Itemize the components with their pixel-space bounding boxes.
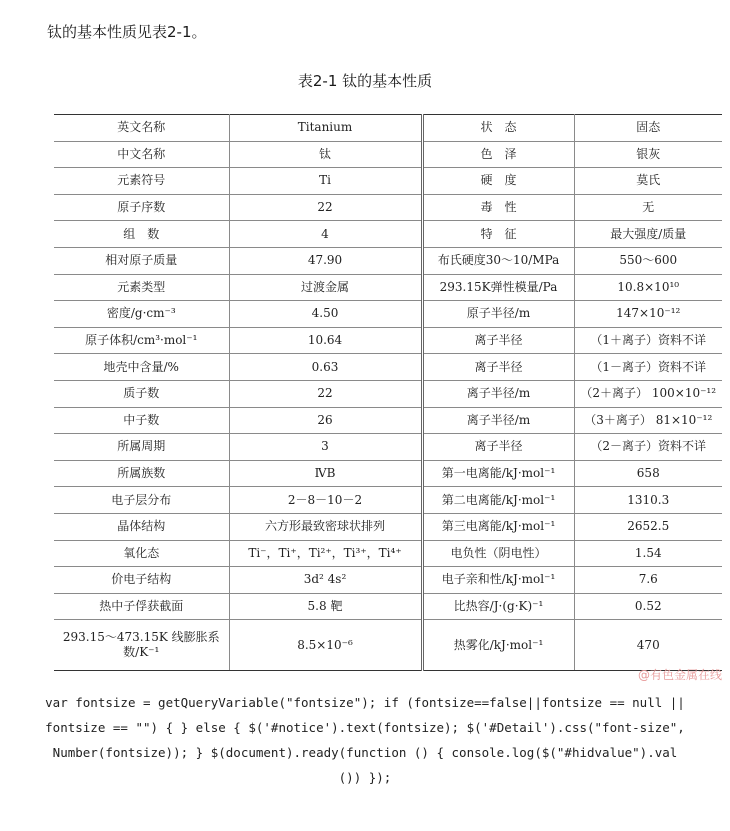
table-row <box>54 407 722 434</box>
table-cell: （1－离子）资料不详 <box>574 354 722 381</box>
table-cell: 离子半径 <box>422 327 574 354</box>
table-cell: 离子半径 <box>422 354 574 381</box>
table-cell: 密度/g·cm⁻³ <box>54 301 229 328</box>
table-cell: 470 <box>574 620 722 671</box>
table-cell: 氧化态 <box>54 540 229 567</box>
table-row <box>54 141 722 168</box>
code-line: var fontsize = getQueryVariable("fontsize"); if (fontsize==false||fontsize == null || <box>45 695 685 710</box>
table-cell: 3d² 4s² <box>229 567 422 594</box>
table-cell: 658 <box>574 460 722 487</box>
table-cell: 550～600 <box>574 247 722 274</box>
table-cell: 22 <box>229 194 422 221</box>
table-cell: 硬 度 <box>422 168 574 195</box>
table-row <box>54 487 722 514</box>
table-cell: 原子序数 <box>54 194 229 221</box>
table-cell: 第一电离能/kJ·mol⁻¹ <box>422 460 574 487</box>
table-cell: 状 态 <box>422 115 574 142</box>
table-cell: 26 <box>229 407 422 434</box>
table-cell: 特 征 <box>422 221 574 248</box>
table-cell: 固态 <box>574 115 722 142</box>
code-line: fontsize == "") { } else { $('#notice').text(fontsize); $('#Detail').css("font-size", <box>45 720 685 735</box>
table-cell: 原子体积/cm³·mol⁻¹ <box>54 327 229 354</box>
table-cell: 元素符号 <box>54 168 229 195</box>
code-text <box>0 690 730 790</box>
table-row <box>54 354 722 381</box>
table-cell: 元素类型 <box>54 274 229 301</box>
table-cell: 2－8－10－2 <box>229 487 422 514</box>
properties-table-body <box>54 115 722 671</box>
table-cell: Titanium <box>229 115 422 142</box>
table-cell: 0.52 <box>574 593 722 620</box>
table-cell: 8.5×10⁻⁶ <box>229 620 422 671</box>
table-cell: 莫氏 <box>574 168 722 195</box>
table-cell: （3＋离子） 81×10⁻¹² <box>574 407 722 434</box>
table-cell: 第二电离能/kJ·mol⁻¹ <box>422 487 574 514</box>
table-cell: 色 泽 <box>422 141 574 168</box>
table-cell: 银灰 <box>574 141 722 168</box>
table-cell: 价电子结构 <box>54 567 229 594</box>
table-cell: 中子数 <box>54 407 229 434</box>
table-cell: 过渡金属 <box>229 274 422 301</box>
table-cell: 中文名称 <box>54 141 229 168</box>
table-cell: 毒 性 <box>422 194 574 221</box>
table-cell: 组 数 <box>54 221 229 248</box>
table-cell: 六方形最致密球状排列 <box>229 513 422 540</box>
table-cell: 1.54 <box>574 540 722 567</box>
table-row <box>54 327 722 354</box>
table-row <box>54 194 722 221</box>
table-cell: 地壳中含量/% <box>54 354 229 381</box>
table-cell: Ti⁻，Ti⁺，Ti²⁺，Ti³⁺，Ti⁴⁺ <box>229 540 422 567</box>
table-cell: 热雾化/kJ·mol⁻¹ <box>422 620 574 671</box>
table-cell: 7.6 <box>574 567 722 594</box>
table-row <box>54 434 722 461</box>
table-cell: 所属族数 <box>54 460 229 487</box>
table-cell: 相对原子质量 <box>54 247 229 274</box>
table-cell: 4.50 <box>229 301 422 328</box>
table-cell: 293.15～473.15K 线膨胀系数/K⁻¹ <box>54 620 229 671</box>
table-cell: （1＋离子）资料不详 <box>574 327 722 354</box>
watermark: @有色金属在线 <box>637 668 722 682</box>
properties-table <box>54 114 722 671</box>
table-cell: 5.8 靶 <box>229 593 422 620</box>
table-cell: Ti <box>229 168 422 195</box>
table-cell: 第三电离能/kJ·mol⁻¹ <box>422 513 574 540</box>
table-cell: 离子半径/m <box>422 407 574 434</box>
table-cell: 22 <box>229 380 422 407</box>
table-row <box>54 168 722 195</box>
table-row <box>54 301 722 328</box>
table-row <box>54 620 722 671</box>
table-cell: 47.90 <box>229 247 422 274</box>
table-cell: 电子亲和性/kJ·mol⁻¹ <box>422 567 574 594</box>
table-cell: 热中子俘获截面 <box>54 593 229 620</box>
table-cell: 3 <box>229 434 422 461</box>
table-caption: 表2-1 钛的基本性质 <box>297 72 433 90</box>
table-cell: 电子层分布 <box>54 487 229 514</box>
code-line: Number(fontsize)); } $(document).ready(function () { console.log($("#hidvalue").val <box>52 745 678 760</box>
table-row <box>54 247 722 274</box>
table-cell: 原子半径/m <box>422 301 574 328</box>
table-cell: 钛 <box>229 141 422 168</box>
table-cell: 0.63 <box>229 354 422 381</box>
table-cell: 最大强度/质量 <box>574 221 722 248</box>
table-cell: 晶体结构 <box>54 513 229 540</box>
intro-text: 钛的基本性质见表2-1。 <box>47 23 207 41</box>
table-row <box>54 567 722 594</box>
table-row <box>54 274 722 301</box>
table-cell: 质子数 <box>54 380 229 407</box>
table-cell: 293.15K弹性模量/Pa <box>422 274 574 301</box>
table-cell: 所属周期 <box>54 434 229 461</box>
table-cell: 离子半径/m <box>422 380 574 407</box>
table-row <box>54 513 722 540</box>
table-cell: 10.8×10¹⁰ <box>574 274 722 301</box>
table-cell: ⅣB <box>229 460 422 487</box>
table-row <box>54 380 722 407</box>
table-cell: 2652.5 <box>574 513 722 540</box>
table-cell: 英文名称 <box>54 115 229 142</box>
table-cell: （2－离子）资料不详 <box>574 434 722 461</box>
table-cell: 无 <box>574 194 722 221</box>
table-row <box>54 221 722 248</box>
table-cell: 1310.3 <box>574 487 722 514</box>
table-cell: 电负性（阴电性） <box>422 540 574 567</box>
table-row <box>54 540 722 567</box>
table-cell: 布氏硬度30～10/MPa <box>422 247 574 274</box>
table-cell: 10.64 <box>229 327 422 354</box>
table-cell: 4 <box>229 221 422 248</box>
table-row <box>54 115 722 142</box>
code-line: ()) }); <box>338 770 392 785</box>
table-row <box>54 460 722 487</box>
table-row <box>54 593 722 620</box>
table-cell: 147×10⁻¹² <box>574 301 722 328</box>
table-cell: （2＋离子） 100×10⁻¹² <box>574 380 722 407</box>
table-cell: 离子半径 <box>422 434 574 461</box>
table-cell: 比热容/J·(g·K)⁻¹ <box>422 593 574 620</box>
